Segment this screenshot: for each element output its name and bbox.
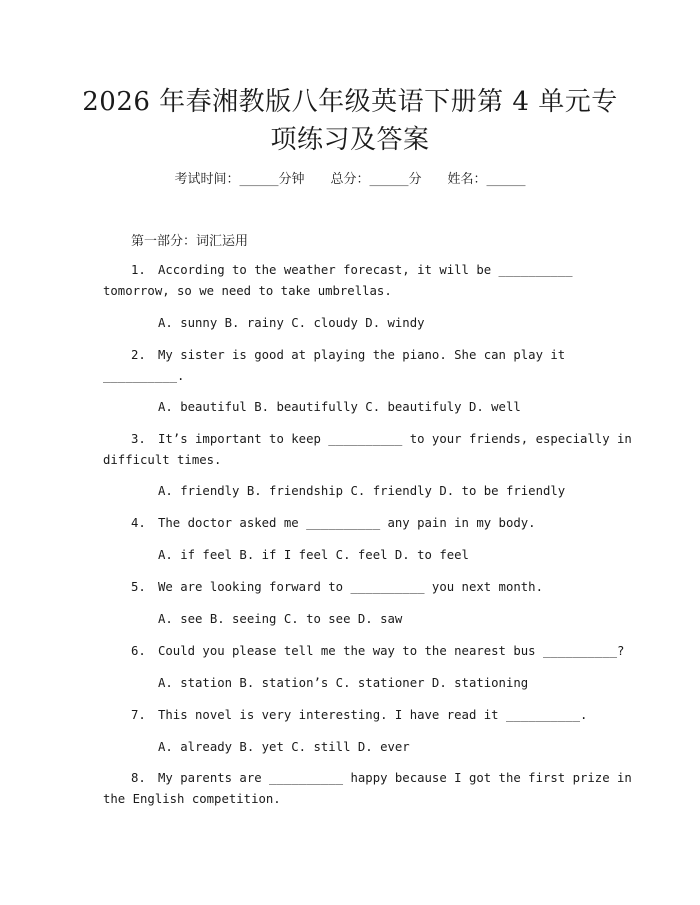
question-5: [131, 579, 543, 595]
question-number: 1.: [131, 263, 146, 277]
question-text: According to the weather forecast, it will be __________: [158, 263, 573, 277]
name-blank: ______: [486, 172, 526, 187]
question-3-options: A. friendly B. friendship C. friendly D. to be friendly: [158, 484, 566, 498]
question-1-options: A. sunny B. rainy C. cloudy D. windy: [158, 316, 425, 330]
question-4: [131, 515, 536, 531]
question-number: 4.: [131, 516, 146, 530]
question-text: We are looking forward to __________ you next month.: [158, 580, 543, 594]
question-4-options: A. if feel B. if I feel C. feel D. to feel: [158, 548, 469, 562]
document-title-line-2: 项练习及答案: [270, 125, 430, 155]
question-3: [131, 431, 632, 447]
question-2: [131, 347, 565, 363]
question-number: 8.: [131, 771, 146, 785]
exam-meta: [0, 168, 700, 187]
question-8: [131, 770, 632, 786]
question-7-options: A. already B. yet C. still D. ever: [158, 740, 410, 754]
question-number: 7.: [131, 708, 146, 722]
question-5-options: A. see B. seeing C. to see D. saw: [158, 612, 403, 626]
section-title: 第一部分：词汇运用: [131, 234, 249, 249]
question-text: This novel is very interesting. I have read it __________.: [158, 708, 588, 722]
question-2-continuation: __________.: [103, 369, 185, 383]
question-number: 3.: [131, 432, 146, 446]
name-label: 姓名：: [447, 172, 487, 187]
score-label: 总分：: [330, 172, 370, 187]
question-text: It’s important to keep __________ to your friends, especially in: [158, 432, 632, 446]
question-2-options: A. beautiful B. beautifully C. beautifuly D. well: [158, 400, 521, 414]
question-text: Could you please tell me the way to the nearest bus __________?: [158, 644, 625, 658]
question-1-continuation: tomorrow, so we need to take umbrellas.: [103, 284, 392, 298]
time-label: 考试时间：: [174, 172, 240, 187]
time-blank: ______: [239, 172, 279, 187]
question-number: 2.: [131, 348, 146, 362]
question-text: My sister is good at playing the piano. She can play it: [158, 348, 566, 362]
question-8-continuation: the English competition.: [103, 792, 281, 806]
question-7: [131, 707, 587, 723]
time-unit: 分钟: [278, 172, 305, 187]
question-text: The doctor asked me __________ any pain in my body.: [158, 516, 536, 530]
question-6-options: A. station B. station’s C. stationer D. stationing: [158, 676, 529, 690]
question-6: [131, 643, 624, 659]
score-blank: ______: [369, 172, 409, 187]
question-number: 6.: [131, 644, 146, 658]
question-text: My parents are __________ happy because I got the first prize in: [158, 771, 632, 785]
question-3-continuation: difficult times.: [103, 453, 222, 467]
score-unit: 分: [408, 172, 422, 187]
question-number: 5.: [131, 580, 146, 594]
question-1: [131, 262, 573, 278]
document-title-line-1: 2026 年春湘教版八年级英语下册第 4 单元专: [82, 87, 618, 117]
